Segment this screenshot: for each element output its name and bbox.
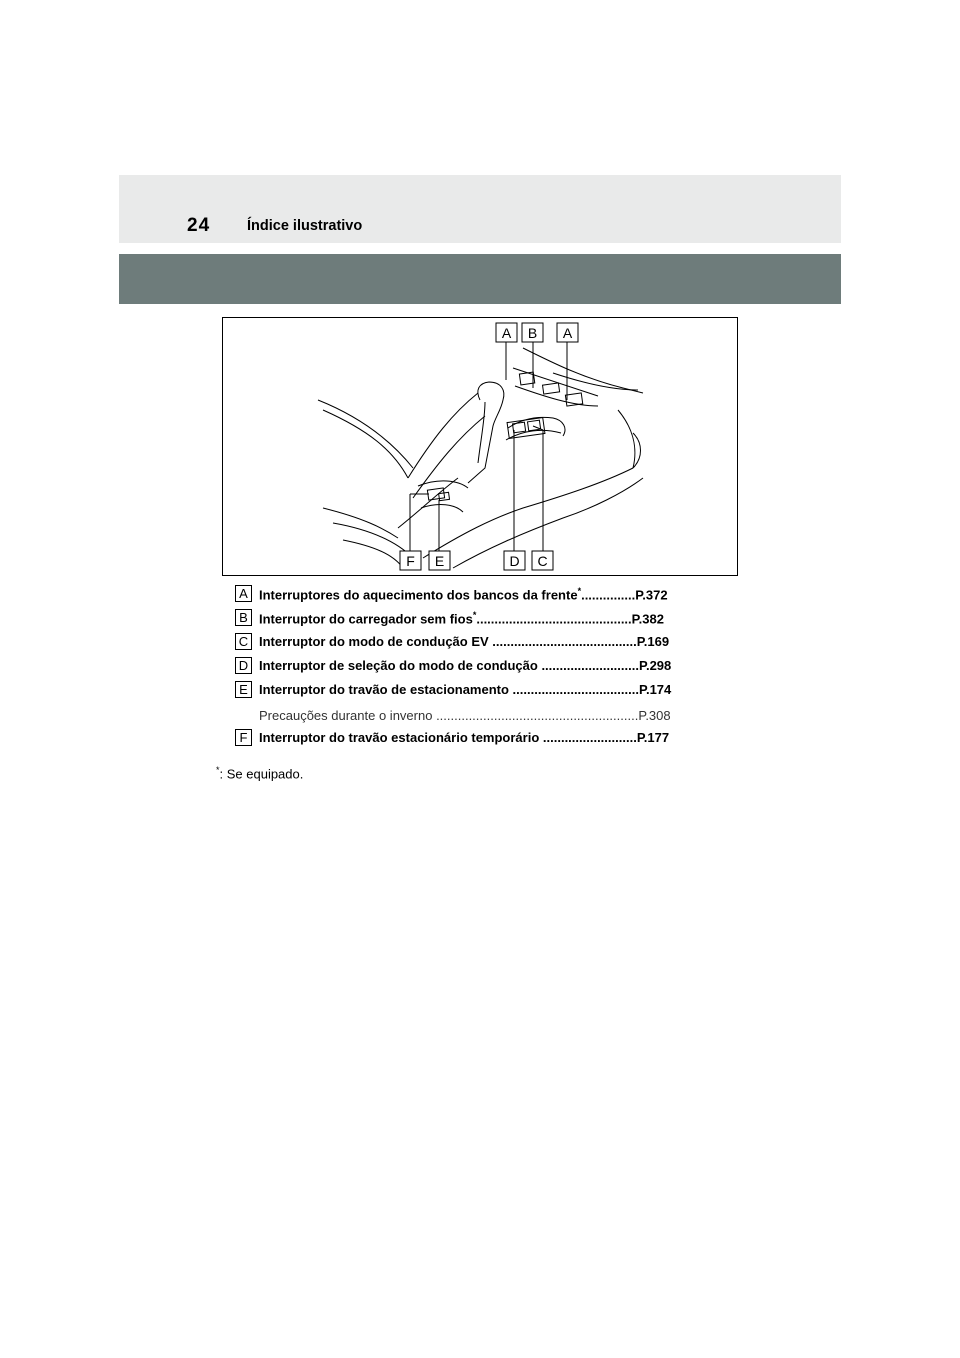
svg-text:A: A [501,325,512,341]
item-letter-box: D [235,657,252,674]
svg-text:F: F [406,553,415,569]
list-item: A Interruptores do aquecimento dos bancos da frente*...............P.372 [235,584,725,608]
callout-c [532,551,553,570]
callout-b [522,323,543,342]
page-ref-link[interactable]: P.298 [638,658,672,673]
section-banner [119,254,841,304]
svg-text:A: A [562,325,573,341]
page-ref-link[interactable]: P.382 [631,611,664,627]
page-ref-link[interactable]: P.177 [636,730,670,745]
item-letter-box: C [235,633,252,650]
list-item: C Interruptor do modo de condução EV ........................................P.169 [235,632,725,656]
console-line-drawing [223,318,737,575]
item-letter-box: E [235,681,252,698]
item-letter-box: B [235,609,252,626]
page-number: 24 [187,215,211,236]
list-item: B Interruptor do carregador sem fios*...........................................P.382 [235,608,725,632]
svg-text:E: E [434,553,445,569]
item-letter-box: F [235,729,252,746]
list-item: F Interruptor do travão estacionário temporário ..........................P.177 [235,728,725,752]
header-band [119,175,841,243]
item-text: Interruptores do aquecimento dos bancos da frente [259,587,578,603]
item-text: Interruptor do travão de estacionamento [259,682,509,697]
callout-a-right [557,323,578,342]
page-ref-link[interactable]: P.169 [636,634,670,649]
page-ref-link[interactable]: P.174 [638,682,672,697]
item-letter-box: A [235,585,252,602]
sub-item-text: Precauções durante o inverno [259,708,433,723]
svg-text:B: B [527,325,538,341]
callout-e [429,551,450,570]
item-text: Interruptor do modo de condução EV [259,634,489,649]
section-title: Índice ilustrativo [247,218,363,234]
callout-a-left [496,323,517,342]
svg-text:C: C [537,553,548,569]
list-item: D Interruptor de seleção do modo de condução ...........................P.298 [235,656,725,680]
list-sub-item: Precauções durante o inverno ........................................................P.308 [259,708,671,723]
item-text: Interruptor do carregador sem fios [259,611,473,627]
item-text: Interruptor de seleção do modo de condução [259,658,538,673]
page-ref-link[interactable]: P.308 [638,708,671,723]
svg-text:D: D [509,553,520,569]
center-console-illustration [222,317,738,576]
callout-d [504,551,525,570]
callout-f [400,551,421,570]
switch-index-list [235,584,725,752]
page-ref-link[interactable]: P.372 [635,587,668,603]
item-text: Interruptor do travão estacionário temporário [259,730,540,745]
footnote: *: Se equipado. [216,765,304,782]
list-item: E Interruptor do travão de estacionamento ...................................P.174 [235,680,725,704]
